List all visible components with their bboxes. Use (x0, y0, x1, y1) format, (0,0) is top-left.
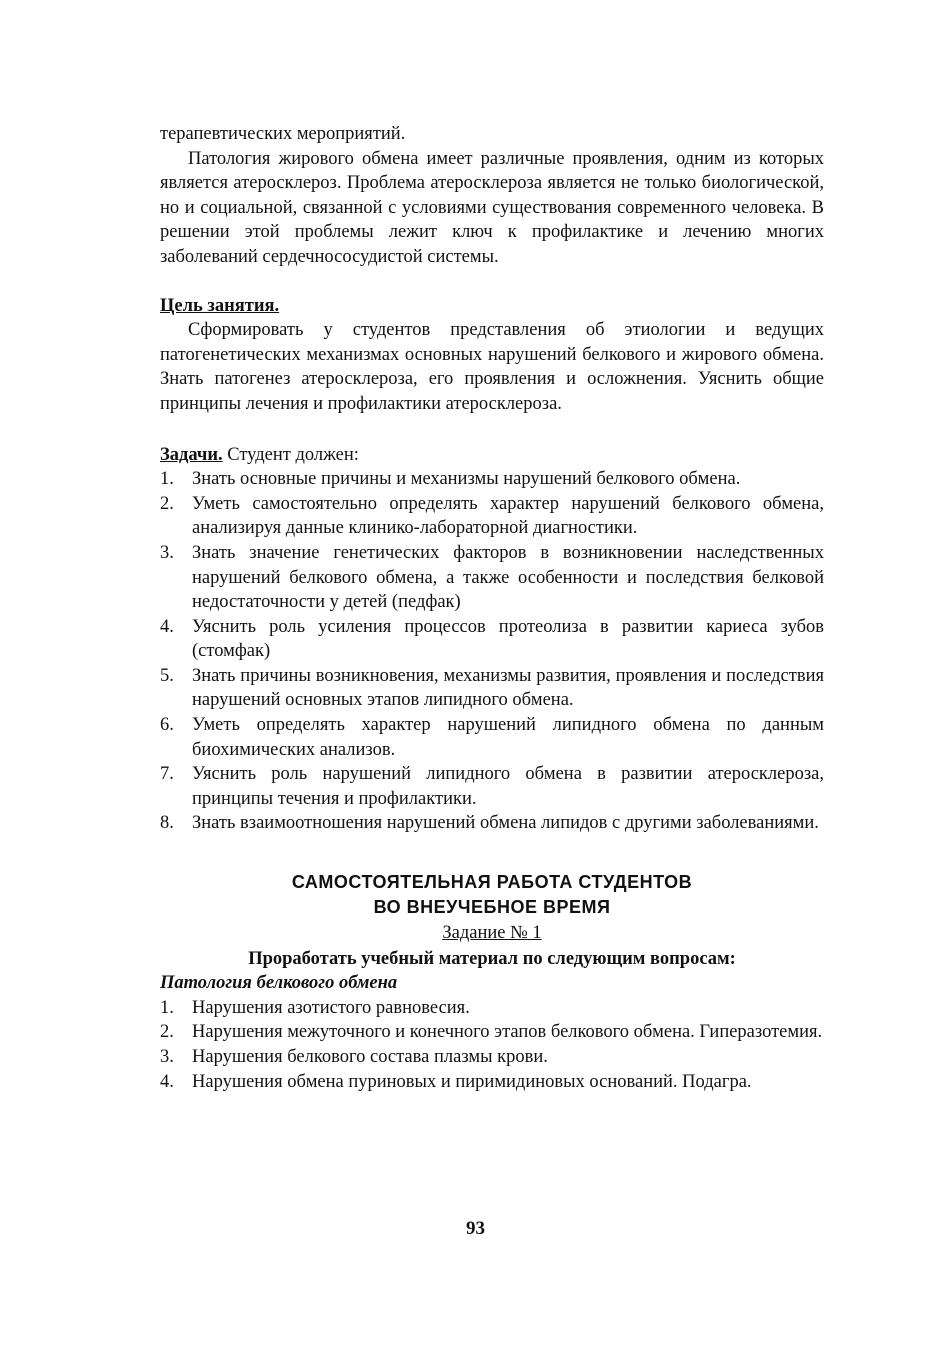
list-item-number: 4. (160, 1071, 174, 1092)
list-item-text: Уяснить роль усиления процессов протеолиза в развитии кариеса зубов (стомфак) (192, 616, 824, 662)
list-item-number: 2. (160, 493, 174, 514)
list-item (160, 811, 824, 836)
list-item (160, 996, 824, 1021)
list-item-text: Нарушения обмена пуриновых и пиримидиновых оснований. Подагра. (192, 1071, 752, 1092)
list-item-number: 7. (160, 764, 174, 785)
list-item-number: 3. (160, 1047, 174, 1067)
list-item-number: 6. (160, 715, 174, 736)
goal-text: Сформировать у студентов представления об этиологии и ведущих патогенетических механизмах основных нарушений белкового и жирового обмена. Знать патогенез атеросклероза, его проявления и осложнения. Уяснить общие принципы лечения и профилактики атеросклероза. (160, 320, 824, 414)
page-number: 93 (466, 1218, 485, 1239)
list-item-number: 8. (160, 813, 174, 834)
section-title-line-2: ВО ВНЕУЧЕБНОЕ ВРЕМЯ (373, 897, 611, 918)
tasks-list (160, 467, 824, 836)
list-item (160, 1020, 824, 1045)
list-item (160, 713, 824, 762)
list-item-text: Уяснить роль нарушений липидного обмена в развитии атеросклероза, принципы течения и профилактики. (192, 764, 824, 809)
list-item-text: Уметь определять характер нарушений липидного обмена по данным биохимических анализов. (192, 715, 824, 760)
list-item-text: Знать взаимоотношения нарушений обмена липидов с другими заболеваниями. (192, 813, 819, 834)
list-item (160, 615, 824, 664)
list-item-number: 1. (160, 469, 174, 490)
list-item-text: Уметь самостоятельно определять характер нарушений белкового обмена, анализируя данные клинико-лабораторной диагностики. (192, 493, 824, 539)
subtopic-heading: Патология белкового обмена (160, 973, 398, 994)
list-item-number: 5. (160, 665, 174, 686)
intro-continuation: терапевтических мероприятий. (160, 124, 406, 144)
list-item (160, 762, 824, 811)
list-item-text: Знать причины возникновения, механизмы развития, проявления и последствия нарушений основных этапов липидного обмена. (192, 665, 824, 711)
tasks-heading (160, 443, 824, 468)
list-item (160, 492, 824, 541)
goal-heading: Цель занятия. (160, 295, 280, 316)
list-item-text: Нарушения азотистого равновесия. (192, 997, 470, 1018)
tasks-label: Задачи. (160, 444, 223, 465)
page-content (160, 122, 824, 1094)
list-item (160, 1045, 824, 1070)
tasks-intro: Студент должен: (222, 444, 359, 465)
list-item (160, 467, 824, 492)
task-instruction: Проработать учебный материал по следующим вопросам: (248, 948, 736, 969)
list-item-text: Нарушения белкового состава плазмы крови. (192, 1047, 548, 1067)
list-item (160, 1070, 824, 1095)
task-number: Задание № 1 (442, 923, 542, 944)
intro-paragraph: Патология жирового обмена имеет различные проявления, одним из которых является атеросклероз. Проблема атеросклероза является не только биологической, но и социальной, связанной с условиями существования современного человека. В решении этой проблемы лежит ключ к профилактике и лечению многих заболеваний сердечнососудистой системы. (160, 148, 824, 267)
questions-list (160, 996, 824, 1094)
list-item-number: 4. (160, 616, 174, 637)
section-title (160, 870, 824, 920)
list-item-number: 1. (160, 997, 174, 1018)
list-item (160, 541, 824, 615)
list-item-text: Знать основные причины и механизмы нарушений белкового обмена. (192, 469, 741, 490)
list-item (160, 664, 824, 713)
list-item-text: Нарушения межуточного и конечного этапов белкового обмена. Гиперазотемия. (192, 1022, 823, 1043)
list-item-number: 2. (160, 1022, 174, 1043)
list-item-number: 3. (160, 542, 174, 563)
section-title-line-1: САМОСТОЯТЕЛЬНАЯ РАБОТА СТУДЕНТОВ (291, 872, 693, 893)
list-item-text: Знать значение генетических факторов в возникновении наследственных нарушений белкового обмена, а также особенности и последствия белковой недостаточности у детей (педфак) (192, 542, 824, 613)
